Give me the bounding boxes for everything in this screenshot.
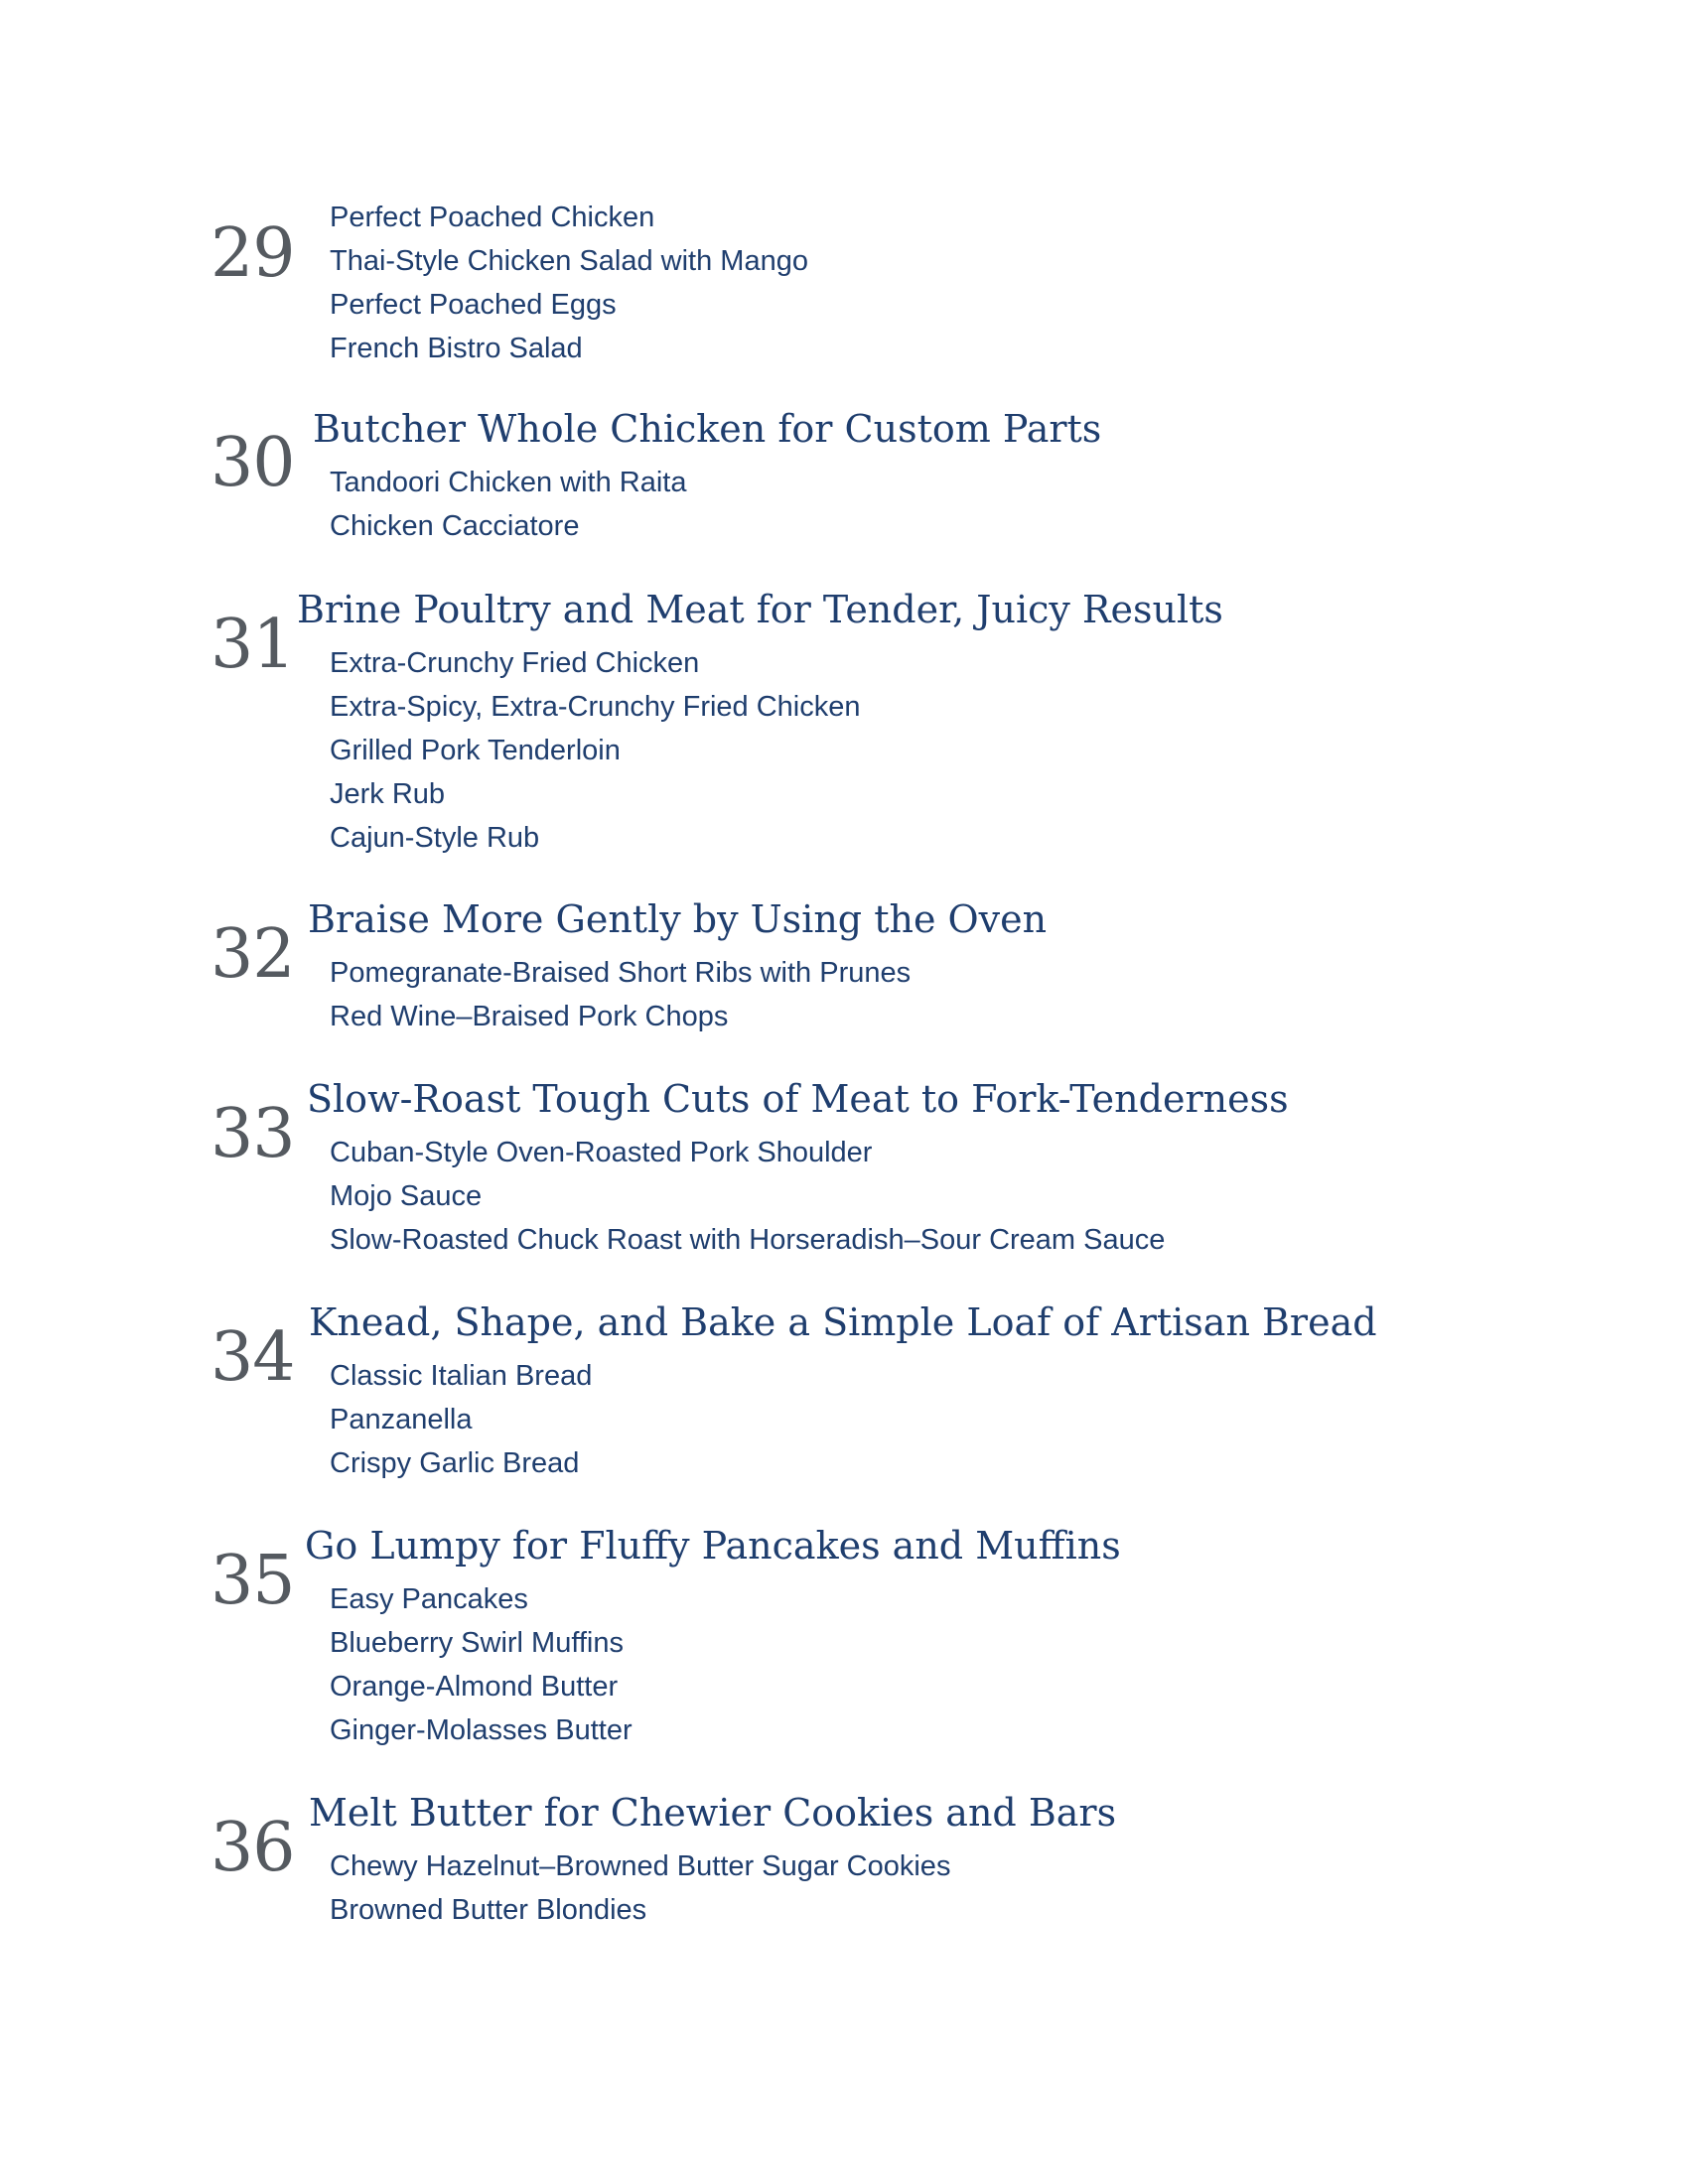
recipe-list xyxy=(330,1354,592,1485)
chapter-title[interactable]: Brine Poultry and Meat for Tender, Juicy Results xyxy=(297,588,1223,631)
recipe-link[interactable]: Slow-Roasted Chuck Roast with Horseradish–Sour Cream Sauce xyxy=(330,1224,1166,1256)
recipe-list xyxy=(330,1844,950,1932)
recipe-link[interactable]: Thai-Style Chicken Salad with Mango xyxy=(330,245,808,277)
recipe-link[interactable]: Cajun-Style Rub xyxy=(330,822,540,854)
chapter-number: 29 xyxy=(211,214,295,293)
chapter-title[interactable]: Butcher Whole Chicken for Custom Parts xyxy=(313,407,1102,451)
chapter-number: 32 xyxy=(211,915,295,994)
recipe-link[interactable]: Jerk Rub xyxy=(330,778,446,810)
chapter-number: 34 xyxy=(211,1318,295,1397)
recipe-list xyxy=(330,641,861,860)
chapter-title[interactable]: Go Lumpy for Fluffy Pancakes and Muffins xyxy=(305,1524,1121,1568)
recipe-link[interactable]: Extra-Crunchy Fried Chicken xyxy=(330,647,700,679)
chapter-number: 31 xyxy=(211,606,295,684)
recipe-link[interactable]: Panzanella xyxy=(330,1404,473,1435)
recipe-link[interactable]: Easy Pancakes xyxy=(330,1583,528,1615)
recipe-link[interactable]: Ginger-Molasses Butter xyxy=(330,1714,633,1746)
recipe-link[interactable]: Extra-Spicy, Extra-Crunchy Fried Chicken xyxy=(330,691,861,723)
chapter-title[interactable]: Melt Butter for Chewier Cookies and Bars xyxy=(309,1791,1117,1835)
recipe-link[interactable]: Mojo Sauce xyxy=(330,1180,483,1212)
recipe-link[interactable]: Crispy Garlic Bread xyxy=(330,1447,580,1479)
recipe-link[interactable]: Red Wine–Braised Pork Chops xyxy=(330,1001,729,1032)
recipe-list xyxy=(330,196,808,370)
chapter-title[interactable]: Knead, Shape, and Bake a Simple Loaf of Artisan Bread xyxy=(309,1300,1377,1344)
recipe-link[interactable]: Classic Italian Bread xyxy=(330,1360,593,1392)
recipe-link[interactable]: Perfect Poached Eggs xyxy=(330,289,617,321)
recipe-list xyxy=(330,461,686,548)
chapter-number: 33 xyxy=(211,1095,295,1173)
recipe-link[interactable]: Perfect Poached Chicken xyxy=(330,202,655,233)
recipe-link[interactable]: Chewy Hazelnut–Browned Butter Sugar Cookies xyxy=(330,1850,951,1882)
recipe-link[interactable]: Cuban-Style Oven-Roasted Pork Shoulder xyxy=(330,1137,873,1168)
recipe-link[interactable]: Chicken Cacciatore xyxy=(330,510,580,542)
recipe-list xyxy=(330,1131,1165,1262)
recipe-link[interactable]: Orange-Almond Butter xyxy=(330,1671,619,1703)
chapter-number: 35 xyxy=(211,1542,295,1620)
recipe-link[interactable]: Tandoori Chicken with Raita xyxy=(330,467,687,498)
recipe-list xyxy=(330,951,911,1038)
chapter-number: 36 xyxy=(211,1809,295,1887)
recipe-list xyxy=(330,1577,633,1752)
chapter-number: 30 xyxy=(211,424,295,502)
recipe-link[interactable]: French Bistro Salad xyxy=(330,333,583,364)
recipe-link[interactable]: Blueberry Swirl Muffins xyxy=(330,1627,625,1659)
chapter-title[interactable]: Braise More Gently by Using the Oven xyxy=(308,897,1048,941)
recipe-link[interactable]: Pomegranate-Braised Short Ribs with Prunes xyxy=(330,957,912,989)
recipe-link[interactable]: Grilled Pork Tenderloin xyxy=(330,735,621,766)
recipe-link[interactable]: Browned Butter Blondies xyxy=(330,1894,647,1926)
chapter-title[interactable]: Slow-Roast Tough Cuts of Meat to Fork-Tenderness xyxy=(307,1077,1289,1121)
